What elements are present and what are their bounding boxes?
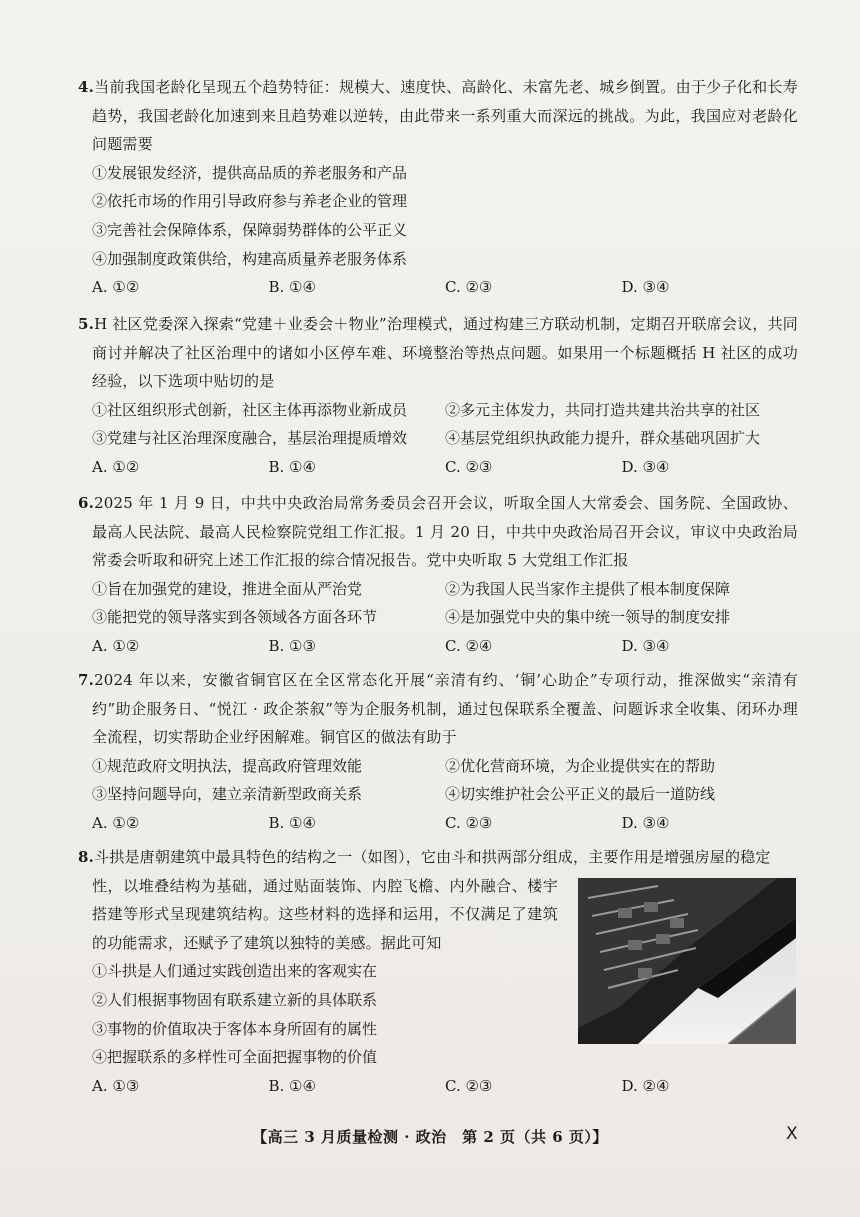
choice-d: D. ③④ xyxy=(621,457,670,476)
choice-b: B. ①④ xyxy=(268,1076,316,1095)
option-1: ①斗拱是人们通过实践创造出来的客观实在 xyxy=(92,962,378,981)
question-6 xyxy=(78,489,798,661)
option-row xyxy=(78,575,798,604)
option-row xyxy=(78,603,798,632)
choice-d: D. ②④ xyxy=(621,1076,670,1095)
option-4: ④加强制度政策供给，构建高质量养老服务体系 xyxy=(92,249,408,268)
question-text: 2025 年 1 月 9 日，中共中央政治局常务委员会召开会议，听取全国人大常委会、国务院、全国政协、最高人民法院、最高人民检察院党组工作汇报。1 月 20 日，中共中央政治局召开会议，审议中央政治局常委会听取和研究上述工作汇报的综合情况报告。党中央听取 5 大党组工作汇报 xyxy=(92,494,798,570)
question-8-body xyxy=(78,872,558,1072)
question-5 xyxy=(78,310,798,482)
question-4 xyxy=(78,73,798,302)
page-footer: 【高三 3 月质量检测 · 政治 第 2 页（共 6 页）】 xyxy=(252,1128,608,1146)
question-number: 7. xyxy=(78,671,95,689)
choice-a: A. ①② xyxy=(92,278,140,297)
answer-choices xyxy=(78,632,798,661)
question-text: H 社区党委深入探索“党建＋业委会＋物业”治理模式，通过构建三方联动机制，定期召开联席会议，共同商讨并解决了社区治理中的诸如小区停车难、环境整治等热点问题。如果用一个标题概括 H 社区的成功经验，以下选项中贴切的是 xyxy=(92,315,798,391)
choice-c: C. ②③ xyxy=(445,278,493,297)
option-3: ③事物的价值取决于客体本身所固有的属性 xyxy=(92,1019,378,1038)
option-3: ③党建与社区治理深度融合，基层治理提质增效 xyxy=(92,429,408,448)
option-2: ②人们根据事物固有联系建立新的具体联系 xyxy=(92,990,378,1009)
question-text: 当前我国老龄化呈现五个趋势特征：规模大、速度快、高龄化、未富先老、城乡倒置。由于少子化和长寿趋势，我国老龄化加速到来且趋势难以逆转，由此带来一系列重大而深远的挑战。为此，我国应对老龄化问题需要 xyxy=(92,78,798,154)
choice-d: D. ③④ xyxy=(621,636,670,655)
option-2: ②多元主体发力，共同打造共建共治共享的社区 xyxy=(445,400,761,419)
choice-b: B. ①③ xyxy=(268,636,316,655)
option-row xyxy=(78,752,798,781)
corner-mark: X xyxy=(786,1124,798,1144)
question-number: 6. xyxy=(78,494,95,512)
choice-c: C. ②③ xyxy=(445,457,493,476)
option-1: ①发展银发经济，提供高品质的养老服务和产品 xyxy=(92,163,408,182)
question-number: 5. xyxy=(78,315,95,333)
option-2: ②依托市场的作用引导政府参与养老企业的管理 xyxy=(92,192,408,211)
choice-b: B. ①④ xyxy=(268,278,316,297)
choice-a: A. ①③ xyxy=(92,1076,140,1095)
answer-choices xyxy=(78,1072,798,1101)
choice-d: D. ③④ xyxy=(621,278,670,297)
option-3: ③完善社会保障体系，保障弱势群体的公平正义 xyxy=(92,220,408,239)
question-7 xyxy=(78,666,798,838)
question-number: 4. xyxy=(78,78,95,96)
option-1: ①规范政府文明执法，提高政府管理效能 xyxy=(92,756,363,775)
answer-choices xyxy=(78,809,798,838)
option-1: ①旨在加强党的建设，推进全面从严治党 xyxy=(92,579,363,598)
choice-c: C. ②④ xyxy=(445,636,493,655)
dougong-photo xyxy=(578,878,796,1044)
option-row xyxy=(78,396,798,425)
option-3: ③坚持问题导向，建立亲清新型政商关系 xyxy=(92,785,363,804)
question-number: 8. xyxy=(78,848,95,866)
question-6-stem xyxy=(78,489,798,575)
choice-d: D. ③④ xyxy=(621,813,670,832)
choice-b: B. ①④ xyxy=(268,457,316,476)
choice-b: B. ①④ xyxy=(268,813,316,832)
option-2: ②为我国人民当家作主提供了根本制度保障 xyxy=(445,579,731,598)
option-4: ④切实维护社会公平正义的最后一道防线 xyxy=(445,785,716,804)
question-text: 斗拱是唐朝建筑中最具特色的结构之一（如图），它由斗和拱两部分组成，主要作用是增强房屋的稳定 xyxy=(94,848,771,866)
question-5-stem xyxy=(78,310,798,396)
choice-a: A. ①② xyxy=(92,457,140,476)
choice-a: A. ①② xyxy=(92,636,140,655)
answer-choices xyxy=(78,453,798,482)
option-row xyxy=(78,424,798,453)
dougong-illustration xyxy=(578,878,796,1044)
option-4: ④把握联系的多样性可全面把握事物的价值 xyxy=(92,1048,378,1067)
choice-c: C. ②③ xyxy=(445,813,493,832)
option-1: ①社区组织形式创新，社区主体再添物业新成员 xyxy=(92,400,408,419)
question-8-stem-first xyxy=(78,843,798,872)
option-row xyxy=(78,780,798,809)
question-7-stem xyxy=(78,666,798,752)
option-4: ④基层党组织执政能力提升，群众基础巩固扩大 xyxy=(445,429,761,448)
choice-c: C. ②③ xyxy=(445,1076,493,1095)
question-4-stem xyxy=(78,73,798,159)
question-text: 2024 年以来，安徽省铜官区在全区常态化开展“亲清有约、‘铜’心助企”专项行动，推深做实“亲清有约”助企服务日、“悦江 · 政企茶叙”等为企服务机制，通过包保联系全覆盖、问题诉求全收集、闭环办理全流程，切实帮助企业纾困解难。铜官区的做法有助于 xyxy=(92,671,798,747)
question-8-stem-rest: 性，以堆叠结构为基础，通过贴面装饰、内腔飞檐、内外融合、楼宇搭建等形式呈现建筑结构。这些材料的选择和运用，不仅满足了建筑的功能需求，还赋予了建筑以独特的美感。据此可知 xyxy=(92,876,558,952)
option-2: ②优化营商环境，为企业提供实在的帮助 xyxy=(445,756,716,775)
option-4: ④是加强党中央的集中统一领导的制度安排 xyxy=(445,608,731,627)
choice-a: A. ①② xyxy=(92,813,140,832)
option-3: ③能把党的领导落实到各领域各方面各环节 xyxy=(92,608,378,627)
answer-choices xyxy=(78,273,798,302)
